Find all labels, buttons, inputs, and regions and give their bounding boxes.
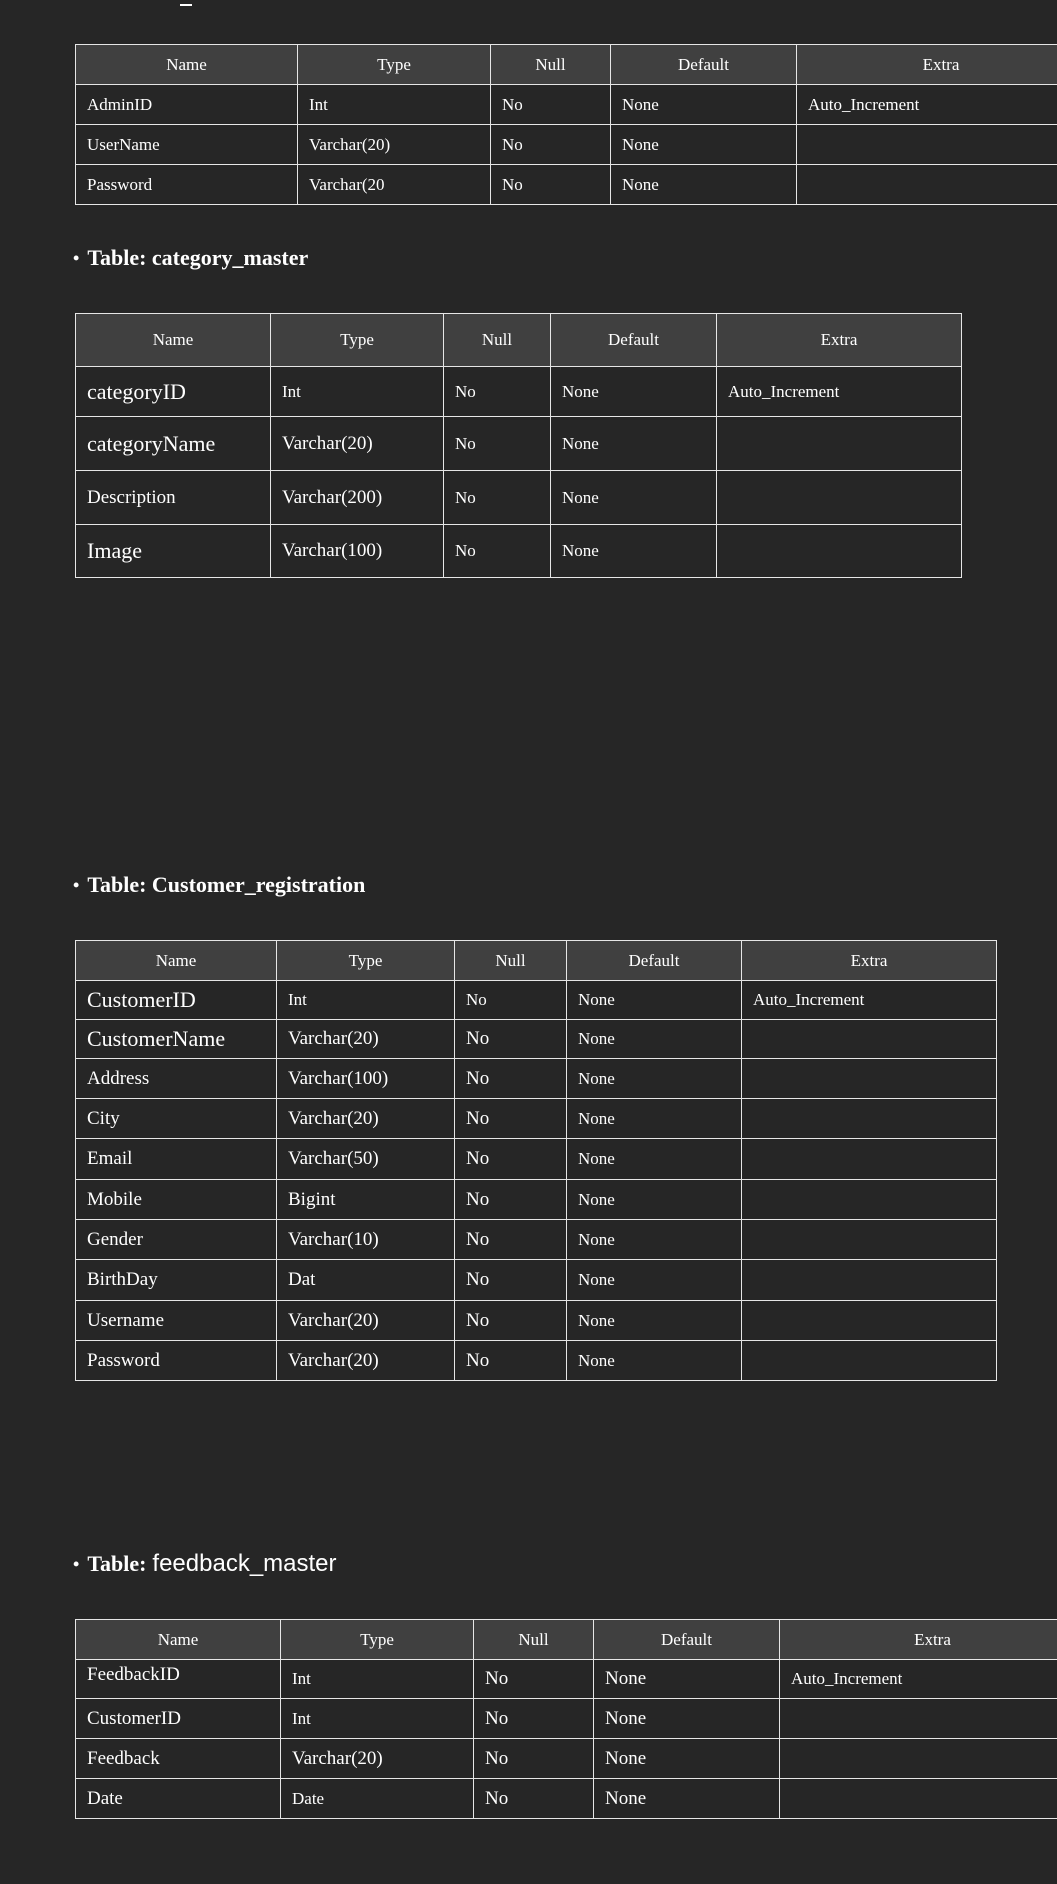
col-header-default: Default — [567, 941, 742, 981]
heading-table-name: feedback_master — [152, 1550, 337, 1577]
cell-null: No — [455, 1180, 567, 1220]
cell-name: Email — [76, 1139, 277, 1180]
table-row — [76, 1341, 997, 1381]
bullet-icon: • — [73, 1553, 80, 1574]
table-row — [76, 525, 962, 578]
cell-default: None — [567, 981, 742, 1020]
cell-extra — [742, 1020, 997, 1059]
cell-name: AdminID — [76, 85, 298, 125]
cell-name: FeedbackID — [76, 1660, 281, 1699]
cell-name: categoryName — [76, 417, 271, 471]
cell-extra: Auto_Increment — [717, 367, 962, 417]
table-row — [76, 1779, 1057, 1819]
table-row — [76, 1699, 1057, 1739]
col-header-default: Default — [611, 45, 797, 85]
col-header-extra: Extra — [717, 314, 962, 367]
col-header-name: Name — [76, 1620, 281, 1660]
feedback-heading — [73, 1550, 337, 1578]
cell-type: Int — [271, 367, 444, 417]
cell-name: City — [76, 1099, 277, 1139]
cell-type: Date — [281, 1779, 474, 1819]
customer-heading — [73, 872, 365, 898]
cell-name: Password — [76, 165, 298, 205]
cell-null: No — [455, 1341, 567, 1381]
table-header-row — [76, 45, 1057, 85]
cell-name: BirthDay — [76, 1260, 277, 1301]
cell-null: No — [455, 1020, 567, 1059]
cell-default: None — [551, 525, 717, 578]
cell-name: Password — [76, 1341, 277, 1381]
table-row — [76, 85, 1057, 125]
customer-table — [75, 940, 997, 1381]
cell-default: None — [594, 1739, 780, 1779]
heading-table-name: category_master — [151, 245, 309, 270]
table-row — [76, 471, 962, 525]
cell-default: None — [567, 1059, 742, 1099]
cell-name: Description — [76, 471, 271, 525]
table-row — [76, 1660, 1057, 1699]
cell-default: None — [567, 1020, 742, 1059]
cell-null: No — [444, 525, 551, 578]
col-header-null: Null — [491, 45, 611, 85]
col-header-extra: Extra — [742, 941, 997, 981]
cell-null: No — [455, 1260, 567, 1301]
cell-null: No — [474, 1699, 594, 1739]
cell-type: Varchar(20) — [281, 1739, 474, 1779]
cell-type: Varchar(20) — [277, 1341, 455, 1381]
cell-default: None — [551, 417, 717, 471]
cell-type: Int — [281, 1699, 474, 1739]
table-row — [76, 1180, 997, 1220]
cell-extra — [742, 1341, 997, 1381]
col-header-name: Name — [76, 941, 277, 981]
cell-type: Varchar(100) — [271, 525, 444, 578]
cell-default: None — [594, 1660, 780, 1699]
cell-type: Varchar(20) — [271, 417, 444, 471]
cell-null: No — [455, 1220, 567, 1260]
cell-name: Mobile — [76, 1180, 277, 1220]
cell-null: No — [455, 981, 567, 1020]
cell-null: No — [491, 165, 611, 205]
cell-name: CustomerID — [76, 981, 277, 1020]
cell-default: None — [567, 1341, 742, 1381]
cell-name: Feedback — [76, 1739, 281, 1779]
cell-extra — [742, 1301, 997, 1341]
cell-extra — [742, 1059, 997, 1099]
cell-type: Int — [298, 85, 491, 125]
col-header-type: Type — [281, 1620, 474, 1660]
table-row — [76, 1139, 997, 1180]
col-header-default: Default — [594, 1620, 780, 1660]
heading-label: Table: — [87, 1551, 147, 1576]
cell-default: None — [551, 367, 717, 417]
table-header-row — [76, 314, 962, 367]
cell-default: None — [567, 1180, 742, 1220]
col-header-null: Null — [444, 314, 551, 367]
cell-type: Varchar(20) — [277, 1301, 455, 1341]
col-header-extra: Extra — [780, 1620, 1057, 1660]
cell-extra — [742, 1180, 997, 1220]
cell-name: categoryID — [76, 367, 271, 417]
cell-extra: Auto_Increment — [742, 981, 997, 1020]
cell-extra — [742, 1220, 997, 1260]
cell-type: Varchar(10) — [277, 1220, 455, 1260]
table-row — [76, 125, 1057, 165]
col-header-extra: Extra — [797, 45, 1057, 85]
cell-default: None — [567, 1220, 742, 1260]
cell-extra — [717, 525, 962, 578]
cell-name: UserName — [76, 125, 298, 165]
category-table — [75, 313, 962, 578]
cell-null: No — [455, 1301, 567, 1341]
admin-table — [75, 44, 1057, 205]
cell-extra — [780, 1699, 1057, 1739]
cell-default: None — [567, 1139, 742, 1180]
cell-null: No — [491, 125, 611, 165]
category-heading — [73, 245, 308, 271]
cell-null: No — [474, 1779, 594, 1819]
heading-label: Table: — [87, 872, 147, 897]
cell-null: No — [455, 1099, 567, 1139]
cell-default: None — [567, 1099, 742, 1139]
cell-name: CustomerName — [76, 1020, 277, 1059]
table-row — [76, 1301, 997, 1341]
col-header-default: Default — [551, 314, 717, 367]
cell-default: None — [567, 1260, 742, 1301]
cell-type: Bigint — [277, 1180, 455, 1220]
cell-default: None — [594, 1699, 780, 1739]
cell-type: Varchar(20 — [298, 165, 491, 205]
table-row — [76, 1059, 997, 1099]
table-header-row — [76, 1620, 1057, 1660]
cell-name: Username — [76, 1301, 277, 1341]
col-header-type: Type — [298, 45, 491, 85]
cell-name: Gender — [76, 1220, 277, 1260]
cell-extra: Auto_Increment — [797, 85, 1057, 125]
cell-extra — [797, 125, 1057, 165]
col-header-null: Null — [474, 1620, 594, 1660]
cell-extra — [717, 471, 962, 525]
table-row — [76, 417, 962, 471]
cell-name: Date — [76, 1779, 281, 1819]
col-header-name: Name — [76, 45, 298, 85]
cell-null: No — [455, 1139, 567, 1180]
cell-extra — [717, 417, 962, 471]
table-row — [76, 1220, 997, 1260]
col-header-type: Type — [277, 941, 455, 981]
cell-extra — [742, 1139, 997, 1180]
cell-default: None — [567, 1301, 742, 1341]
heading-table-name: Customer_registration — [151, 872, 366, 897]
cell-null: No — [444, 367, 551, 417]
cell-default: None — [611, 165, 797, 205]
cell-extra — [780, 1739, 1057, 1779]
cell-name: Address — [76, 1059, 277, 1099]
table-row — [76, 1020, 997, 1059]
cell-extra — [780, 1779, 1057, 1819]
cell-type: Int — [281, 1660, 474, 1699]
cell-null: No — [474, 1660, 594, 1699]
cell-default: None — [611, 125, 797, 165]
cell-extra — [797, 165, 1057, 205]
cell-type: Int — [277, 981, 455, 1020]
cell-default: None — [611, 85, 797, 125]
cell-null: No — [444, 471, 551, 525]
feedback-table — [75, 1619, 1057, 1819]
table-row — [76, 1099, 997, 1139]
cell-type: Dat — [277, 1260, 455, 1301]
cell-type: Varchar(20) — [298, 125, 491, 165]
cell-type: Varchar(20) — [277, 1020, 455, 1059]
col-header-name: Name — [76, 314, 271, 367]
cell-null: No — [474, 1739, 594, 1779]
table-row — [76, 1739, 1057, 1779]
cell-type: Varchar(100) — [277, 1059, 455, 1099]
cell-name: CustomerID — [76, 1699, 281, 1739]
bullet-icon: • — [73, 874, 80, 895]
cell-type: Varchar(20) — [277, 1099, 455, 1139]
table-header-row — [76, 941, 997, 981]
col-header-null: Null — [455, 941, 567, 981]
cell-type: Varchar(50) — [277, 1139, 455, 1180]
cell-null: No — [491, 85, 611, 125]
col-header-type: Type — [271, 314, 444, 367]
cut-off-heading-fragment — [180, 0, 192, 6]
cell-extra: Auto_Increment — [780, 1660, 1057, 1699]
heading-label: Table: — [87, 245, 147, 270]
table-row — [76, 1260, 997, 1301]
table-row — [76, 981, 997, 1020]
table-row — [76, 165, 1057, 205]
cell-extra — [742, 1099, 997, 1139]
table-row — [76, 367, 962, 417]
cell-default: None — [594, 1779, 780, 1819]
cell-default: None — [551, 471, 717, 525]
cell-null: No — [455, 1059, 567, 1099]
cell-null: No — [444, 417, 551, 471]
cell-type: Varchar(200) — [271, 471, 444, 525]
cell-name: Image — [76, 525, 271, 578]
bullet-icon: • — [73, 247, 80, 268]
cell-extra — [742, 1260, 997, 1301]
